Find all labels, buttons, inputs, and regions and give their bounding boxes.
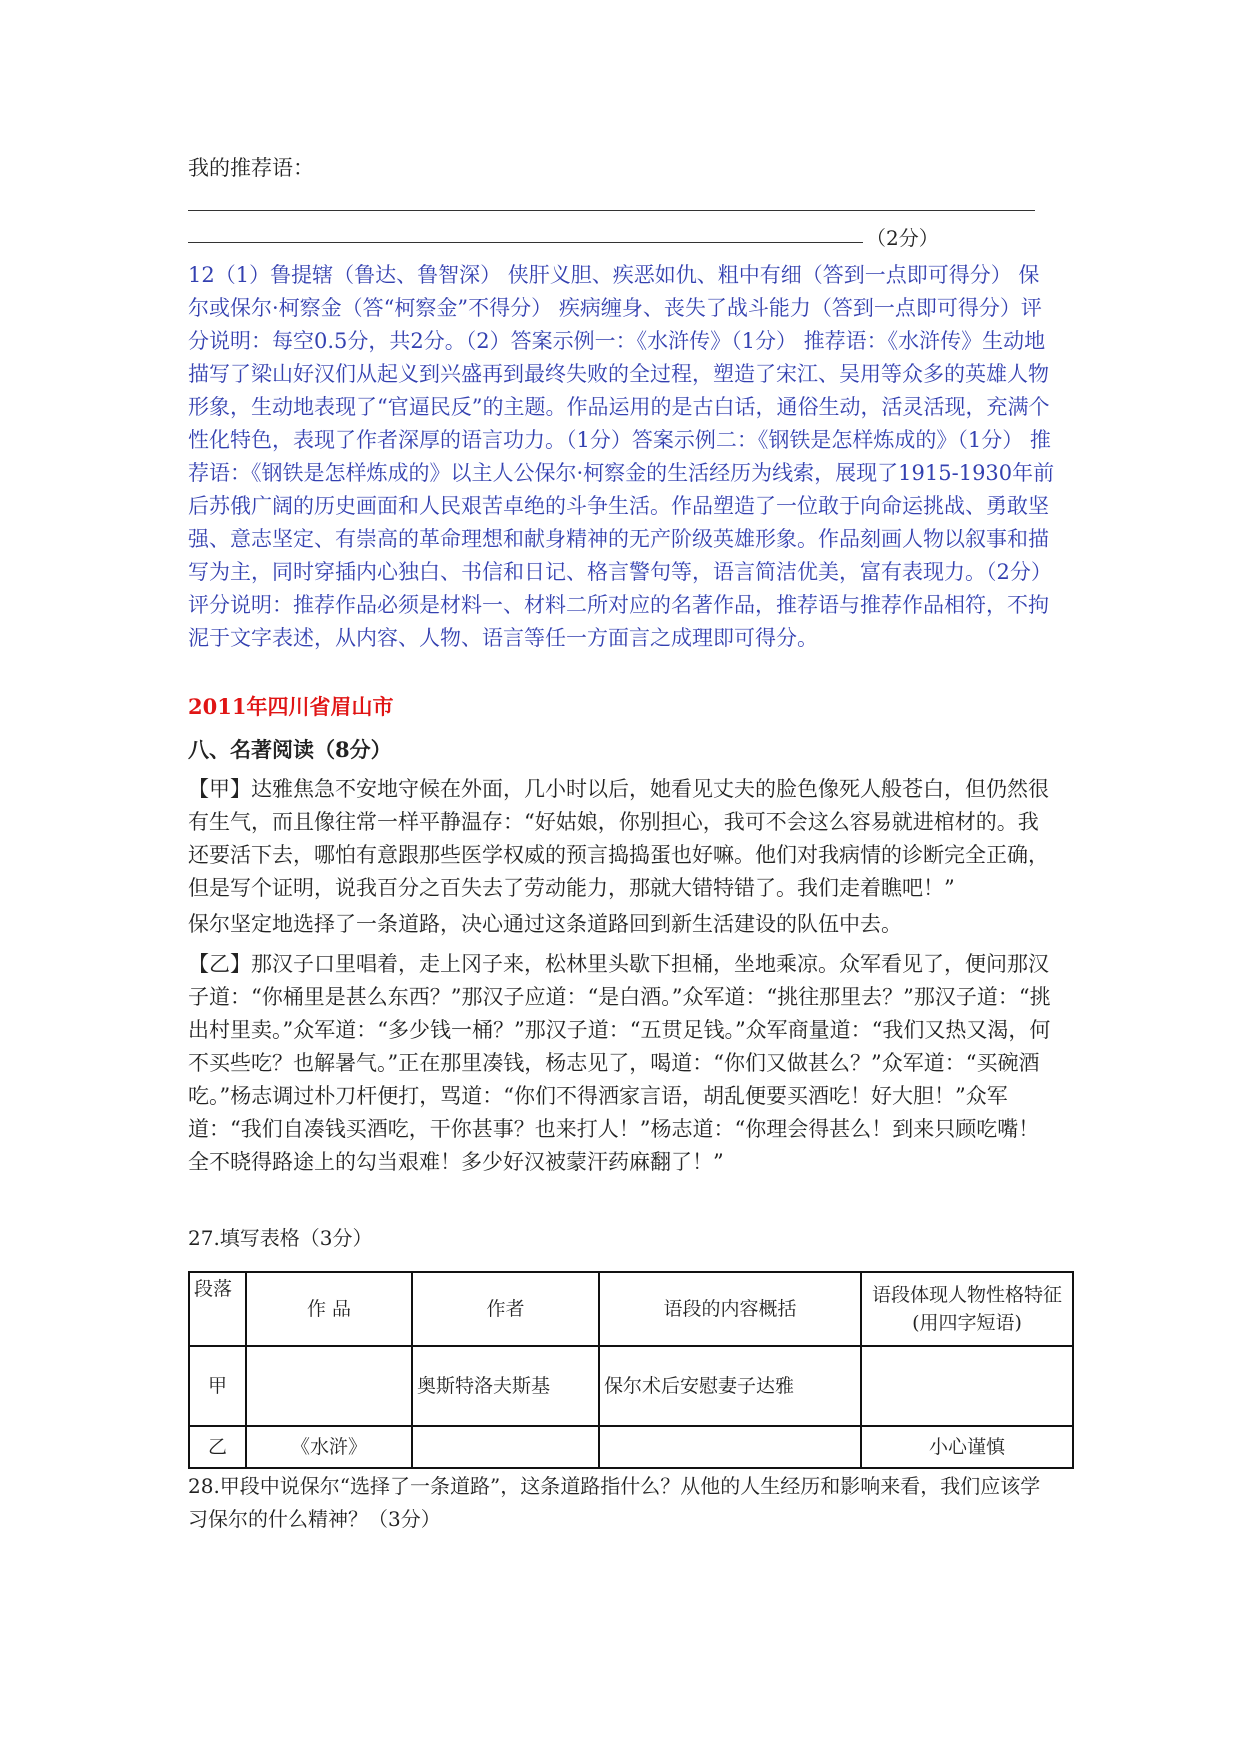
header-work: 作 品	[246, 1272, 412, 1346]
answer-line-1	[188, 210, 1035, 211]
passage-jia-note: 保尔坚定地选择了一条道路，决心通过这条道路回到新生活建设的队伍中去。	[188, 912, 902, 936]
answer-table	[188, 1271, 1074, 1469]
question-28: 28.甲段中说保尔“选择了一条道路”，这条道路指什么？从他的人生经历和影响来看，我们应该学习保尔的什么精神？（3分）	[188, 1474, 1041, 1531]
header-author: 作者	[412, 1272, 599, 1346]
table-row-jia	[189, 1346, 1073, 1426]
cell-trait-yi: 小心谨慎	[861, 1426, 1073, 1468]
passage-jia: 【甲】达雅焦急不安地守候在外面，几小时以后，她看见丈夫的脸色像死人般苍白，但仍然很有生气，而且像往常一样平静温存：“好姑娘，你别担心，我可不会这么容易就进棺材的。我还要活下去，哪怕有意跟那些医学权威的预言捣捣蛋也好嘛。他们对我病情的诊断完全正确，但是写个证明，说我百分之百失去了劳动能力，那就大错特错了。我们走着瞧吧！”	[188, 777, 1049, 900]
cell-para-yi: 乙	[189, 1426, 246, 1468]
passage-yi: 【乙】那汉子口里唱着，走上冈子来，松林里头歇下担桶，坐地乘凉。众军看见了，便问那汉子道：“你桶里是甚么东西？”那汉子应道：“是白酒。”众军道：“挑往那里去？”那汉子道：“挑出村里卖。”众军道：“多少钱一桶？”那汉子道：“五贯足钱。”众军商量道：“我们又热又渴，何不买些吃？也解暑气。”正在那里凑钱，杨志见了，喝道：“你们又做甚么？”众军道：“买碗酒吃。”杨志调过朴刀杆便打，骂道：“你们不得洒家言语，胡乱便要买酒吃！好大胆！”众军道：“我们自凑钱买酒吃，干你甚事？也来打人！”杨志道：“你理会得甚么！到来只顾吃嘴！全不晓得路途上的勾当艰难！多少好汉被蒙汗药麻翻了！”	[188, 952, 1051, 1174]
header-trait: 语段体现人物性格特征(用四字短语)	[861, 1272, 1073, 1346]
header-summary: 语段的内容概括	[599, 1272, 861, 1346]
cell-para-jia: 甲	[189, 1346, 246, 1426]
header-paragraph: 段落	[189, 1272, 246, 1346]
cell-trait-jia[interactable]	[861, 1346, 1073, 1426]
answer-line-2	[188, 242, 863, 243]
question-27: 27.填写表格（3分）	[188, 1226, 373, 1250]
region-heading: 2011年四川省眉山市	[188, 694, 394, 719]
table-header-row	[189, 1272, 1073, 1346]
score-label: （2分）	[866, 226, 939, 250]
answer-12: 12（1）鲁提辖（鲁达、鲁智深） 侠肝义胆、疾恶如仇、粗中有细（答到一点即可得分） 保尔或保尔·柯察金（答“柯察金”不得分） 疾病缠身、丧失了战斗能力（答到一点即可得分）评分说明：每空0.5分，共2分。（2）答案示例一：《水浒传》（1分） 推荐语：《水浒传》生动地描写了梁山好汉们从起义到兴盛再到最终失败的全过程，塑造了宋江、吴用等众多的英雄人物形象，生动地表现了“官逼民反”的主题。作品运用的是古白话，通俗生动，活灵活现，充满个性化特色，表现了作者深厚的语言功力。（1分）答案示例二：《钢铁是怎样炼成的》（1分） 推荐语：《钢铁是怎样炼成的》以主人公保尔·柯察金的生活经历为线索，展现了1915-1930年前后苏俄广阔的历史画面和人民艰苦卓绝的斗争生活。作品塑造了一位敢于向命运挑战、勇敢坚强、意志坚定、有崇高的革命理想和献身精神的无产阶级英雄形象。作品刻画人物以叙事和描写为主，同时穿插内心独白、书信和日记、格言警句等，语言简洁优美，富有表现力。（2分）评分说明：推荐作品必须是材料一、材料二所对应的名著作品，推荐语与推荐作品相符，不拘泥于文字表述，从内容、人物、语言等任一方面言之成理即可得分。	[188, 263, 1055, 650]
cell-summary-jia: 保尔术后安慰妻子达雅	[599, 1346, 861, 1426]
cell-author-yi[interactable]	[412, 1426, 599, 1468]
cell-author-jia: 奥斯特洛夫斯基	[412, 1346, 599, 1426]
cell-work-jia[interactable]	[246, 1346, 412, 1426]
table-row-yi	[189, 1426, 1073, 1468]
cell-summary-yi[interactable]	[599, 1426, 861, 1468]
cell-work-yi: 《水浒》	[246, 1426, 412, 1468]
recommend-label: 我的推荐语：	[188, 156, 314, 180]
section-heading: 八、名著阅读（8分）	[188, 737, 392, 762]
